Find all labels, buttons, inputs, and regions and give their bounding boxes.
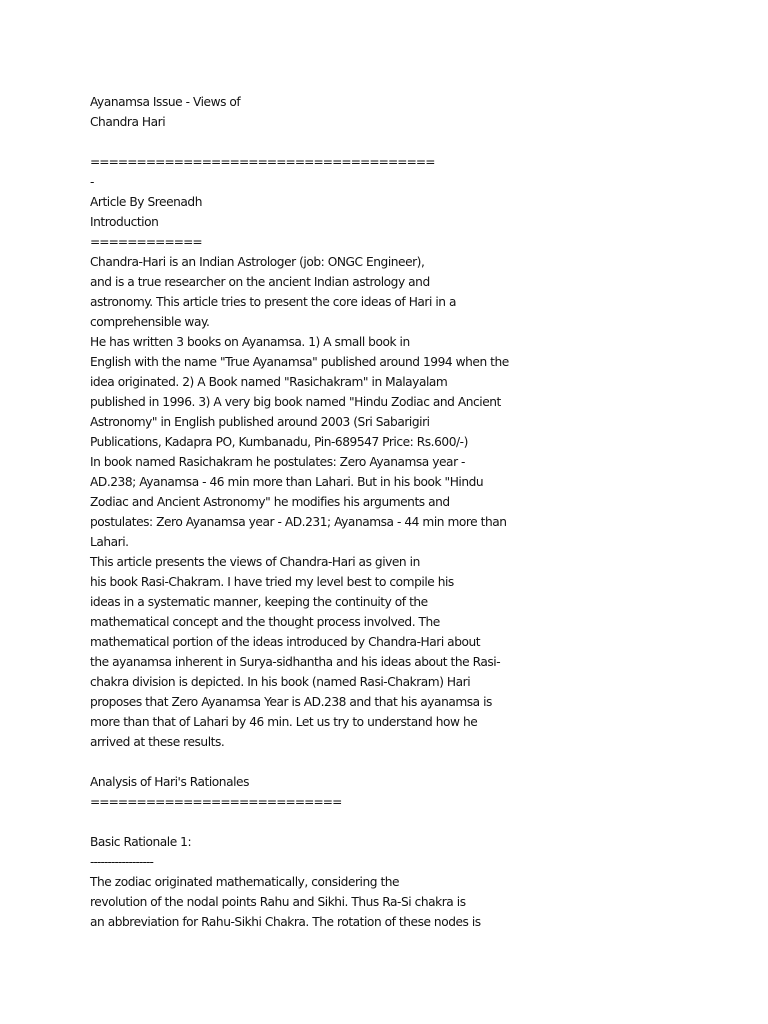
body-line: mathematical concept and the thought process involved. The [90, 615, 440, 629]
intro-body [90, 252, 520, 752]
separator-line: ===================================== [90, 155, 435, 169]
body-line: He has written 3 books on Ayanamsa. 1) A small book in [90, 335, 410, 349]
body-line: mathematical portion of the ideas introduced by Chandra-Hari about [90, 635, 481, 649]
intro-underline: ============ [90, 235, 202, 249]
rationale-line: The zodiac originated mathematically, considering the [90, 875, 400, 889]
body-line: idea originated. 2) A Book named "Rasichakram" in Malayalam [90, 375, 448, 389]
rationale-line: an abbreviation for Rahu-Sikhi Chakra. The rotation of these nodes is [90, 915, 481, 929]
body-line: comprehensible way. [90, 315, 210, 329]
analysis-heading: Analysis of Hari's Rationales [90, 775, 249, 789]
body-line: the ayanamsa inherent in Surya-sidhantha and his ideas about the Rasi- [90, 655, 501, 669]
body-line: In book named Rasichakram he postulates: Zero Ayanamsa year - [90, 455, 466, 469]
analysis-underline: =========================== [90, 795, 342, 809]
rationale-underline: ------------------ [90, 855, 153, 869]
body-line: Chandra-Hari is an Indian Astrologer (job: ONGC Engineer), [90, 255, 425, 269]
body-line: AD.238; Ayanamsa - 46 min more than Lahari. But in his book "Hindu [90, 475, 484, 489]
document-page [90, 92, 520, 932]
body-line: more than that of Lahari by 46 min. Let us try to understand how he [90, 715, 478, 729]
blank-line [90, 752, 520, 772]
body-line: arrived at these results. [90, 735, 225, 749]
blank-line [90, 132, 520, 152]
body-line: published in 1996. 3) A very big book named "Hindu Zodiac and Ancient [90, 395, 501, 409]
rationale-heading: Basic Rationale 1: [90, 835, 192, 849]
separator-dash: - [90, 175, 94, 189]
body-line: Lahari. [90, 535, 129, 549]
body-line: astronomy. This article tries to present the core ideas of Hari in a [90, 295, 456, 309]
body-line: Zodiac and Ancient Astronomy" he modifies his arguments and [90, 495, 450, 509]
blank-line [90, 812, 520, 832]
body-line: Publications, Kadapra PO, Kumbanadu, Pin-689547 Price: Rs.600/-) [90, 435, 468, 449]
body-line: his book Rasi-Chakram. I have tried my level best to compile his [90, 575, 454, 589]
body-line: and is a true researcher on the ancient Indian astrology and [90, 275, 430, 289]
body-line: This article presents the views of Chandra-Hari as given in [90, 555, 420, 569]
body-line: ideas in a systematic manner, keeping the continuity of the [90, 595, 428, 609]
body-line: chakra division is depicted. In his book (named Rasi-Chakram) Hari [90, 675, 471, 689]
intro-heading: Introduction [90, 215, 159, 229]
body-line: Astronomy" in English published around 2003 (Sri Sabarigiri [90, 415, 430, 429]
body-line: English with the name "True Ayanamsa" published around 1994 when the [90, 355, 509, 369]
body-line: postulates: Zero Ayanamsa year - AD.231; Ayanamsa - 44 min more than [90, 515, 507, 529]
byline: Article By Sreenadh [90, 195, 202, 209]
document-title-line-2: Chandra Hari [90, 115, 166, 129]
body-line: proposes that Zero Ayanamsa Year is AD.238 and that his ayanamsa is [90, 695, 492, 709]
rationale-line: revolution of the nodal points Rahu and Sikhi. Thus Ra-Si chakra is [90, 895, 466, 909]
rationale-body [90, 872, 520, 932]
document-title-line-1: Ayanamsa Issue - Views of [90, 95, 241, 109]
